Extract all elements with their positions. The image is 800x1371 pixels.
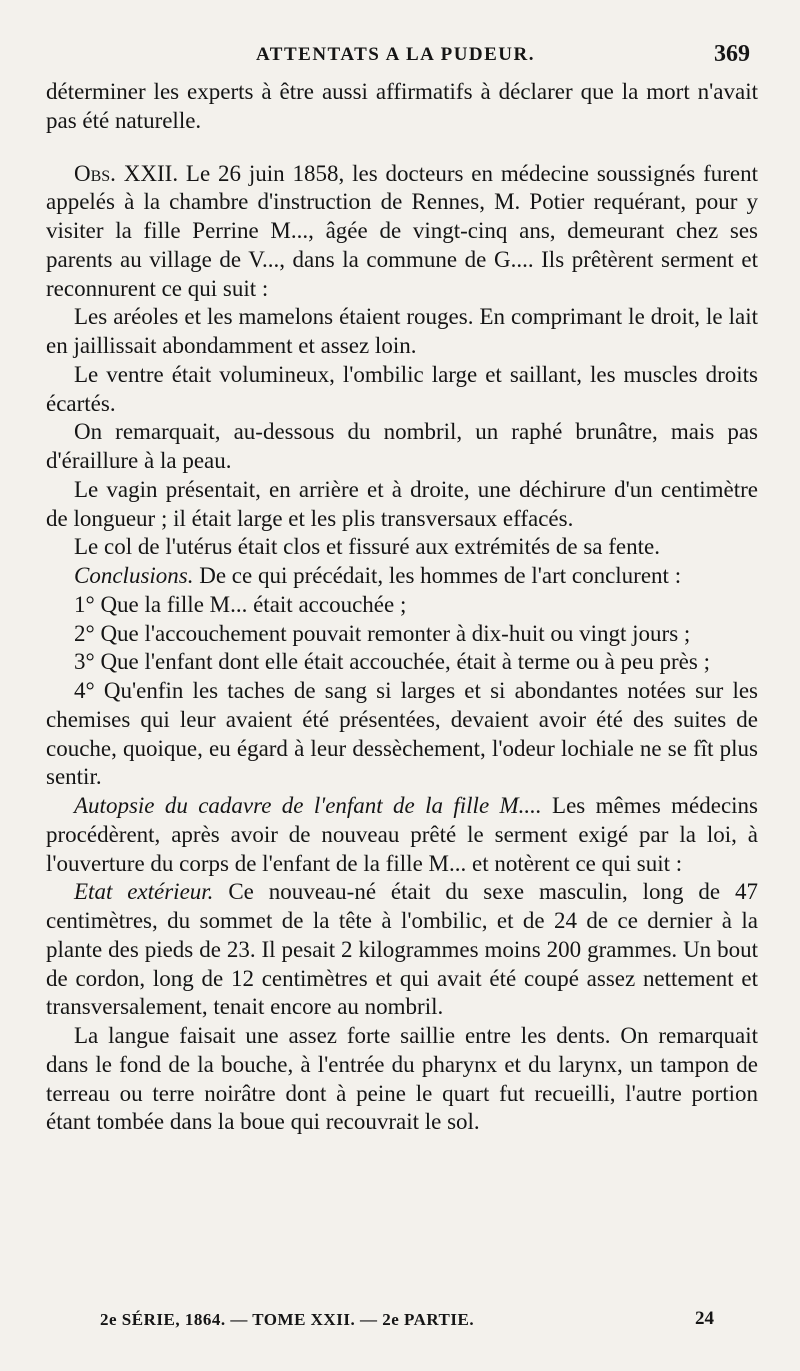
paragraph-vagin: Le vagin présentait, en arrière et à droite, une déchirure d'un centimètre de longueur ; il était large et les plis transversaux effacés.: [46, 476, 758, 531]
series-line: 2e SÉRIE, 1864. — TOME XXII. — 2e PARTIE.: [100, 1310, 475, 1329]
conclusion-item-1: 1° Que la fille M... était accouchée ;: [74, 591, 407, 617]
conclusion-item-2: 2° Que l'accouchement pouvait remonter à dix-huit ou vingt jours ;: [74, 620, 691, 646]
page-number: 369: [714, 41, 750, 67]
conclusion-item-3: 3° Que l'enfant dont elle était accouchée, était à terme ou à peu près ;: [74, 649, 710, 675]
paragraph-continuation: déterminer les experts à être aussi affirmatifs à déclarer que la mort n'avait pas été naturelle.: [46, 79, 758, 133]
paragraph-autopsie: Autopsie du cadavre de l'enfant de la fille M.... Les mêmes médecins procédèrent, après avoir de nouveau prêté le serment exigé par la loi, à l'ouverture du corps de l'enfant de la fille M... et notèrent ce qui suit :: [46, 793, 758, 876]
running-title: ATTENTATS A LA PUDEUR.: [256, 44, 535, 65]
paragraph-observation: Obs. XXII. Le 26 juin 1858, les docteurs en médecine soussignés furent appelés à la chambre d'instruction de Rennes, M. Potier requérant, pour y visiter la fille Perrine M..., âgée de vingt-cinq ans, demeurant chez ses parents au village de V..., dans la commune de G.... Ils prêtèrent serment et reconnurent ce qui suit :: [46, 160, 758, 301]
body-text: [46, 78, 758, 1137]
conclusion-item-4: 4° Qu'enfin les taches de sang si larges et si abondantes notées sur les chemises qui leur avaient été présentées, devaient avoir été des suites de couche, quoique, eu égard à leur dessèchement, l'odeur lochiale ne se fît plus sentir.: [46, 678, 758, 790]
paragraph-col: Le col de l'utérus était clos et fissuré aux extrémités de sa fente.: [74, 534, 660, 560]
page-header: [0, 41, 800, 76]
etat-exterieur-heading: Etat extérieur.: [74, 879, 214, 905]
autopsie-heading: Autopsie du cadavre de l'enfant de la fille M....: [74, 793, 542, 818]
conclusions-heading: Conclusions.: [74, 563, 194, 588]
paragraph-langue: La langue faisait une assez forte saillie entre les dents. On remarquait dans le fond de la bouche, à l'entrée du pharynx et du larynx, un tampon de terreau ou terre noirâtre dont à peine le quart fut recueilli, l'autre portion étant tombée dans la boue qui recouvrait le sol.: [46, 1023, 758, 1135]
paragraph-nombril: On remarquait, au-dessous du nombril, un raphé brunâtre, mais pas d'éraillure à la peau.: [46, 419, 758, 473]
observation-number: Obs. XXII.: [74, 160, 179, 186]
page-footer: [0, 1310, 800, 1338]
paragraph-ventre: Le ventre était volumineux, l'ombilic large et saillant, les muscles droits écartés.: [46, 361, 758, 416]
paragraph-areoles: Les aréoles et les mamelons étaient rouges. En comprimant le droit, le lait en jaillissait abondamment et assez loin.: [46, 304, 758, 358]
signature-mark: 24: [695, 1308, 714, 1329]
paragraph-conclusions: Conclusions. De ce qui précédait, les hommes de l'art conclurent :: [74, 563, 682, 588]
paragraph-etat-exterieur: Etat extérieur. Ce nouveau-né était du sexe masculin, long de 47 centimètres, du sommet de la tête à l'ombilic, et de 24 de ce dernier à la plante des pieds de 23. Il pesait 2 kilogrammes moins 200 grammes. Un bout de cordon, long de 12 centimètres et qui avait été coupé assez nettement et transversalement, tenait encore au nombril.: [46, 879, 759, 1020]
